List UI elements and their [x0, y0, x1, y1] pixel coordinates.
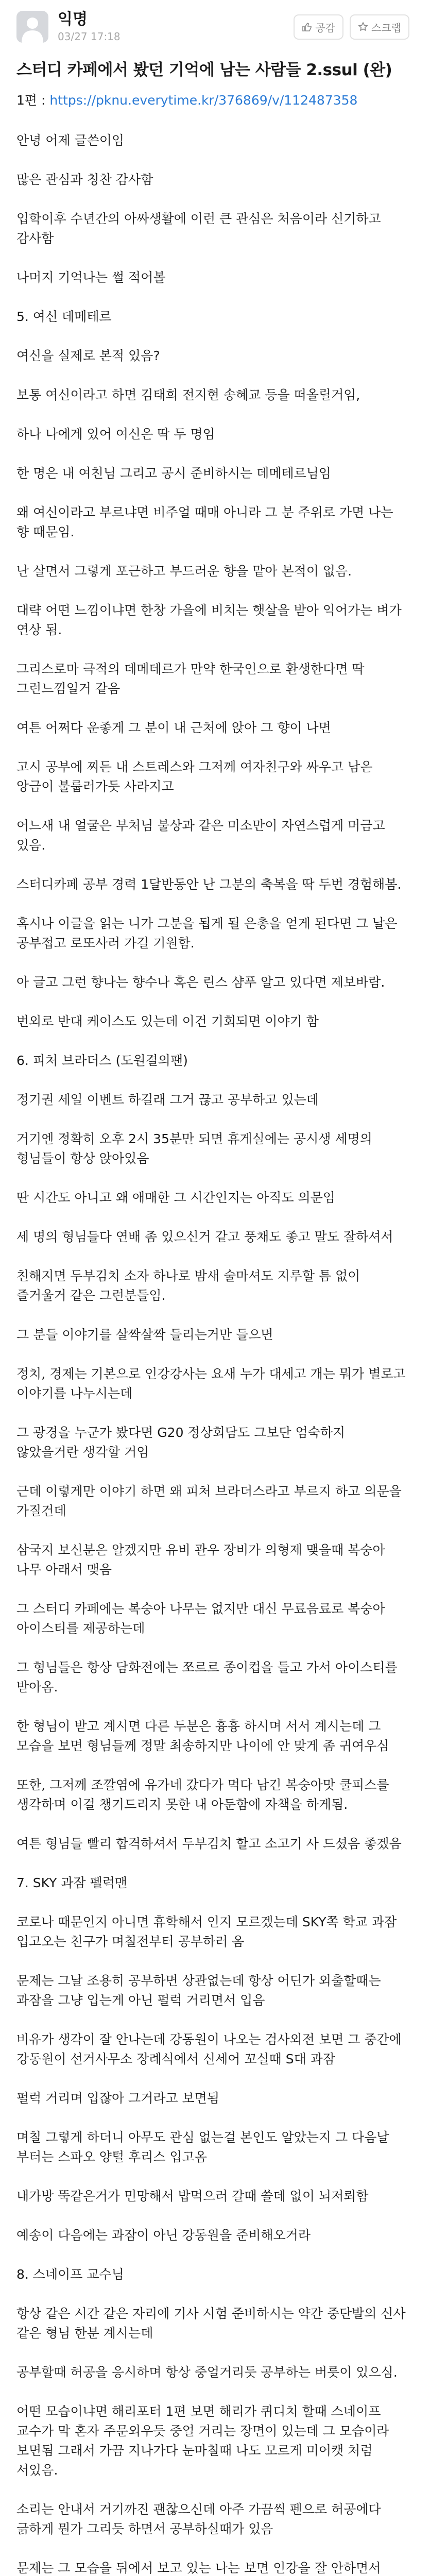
post-paragraph: 예송이 다음에는 과잠이 아닌 강동원을 준비해오거라 [16, 2228, 311, 2243]
scrap-button[interactable] [350, 14, 409, 40]
post-paragraph: 6. 피처 브라더스 (도원결의팬) [16, 1053, 188, 1068]
post-paragraph: 항상 같은 시간 같은 자리에 기사 시험 준비하시는 약간 중단발의 신사 같은 형님 한분 계시는데 [16, 2306, 410, 2341]
avatar [16, 11, 48, 43]
post-paragraph: 여튼 어쩌다 운좋게 그 분이 내 근처에 앉아 그 향이 나면 [16, 720, 331, 735]
post-body [16, 91, 409, 2576]
post-paragraph: 많은 관심과 칭찬 감사함 [16, 172, 153, 187]
post-paragraph: 여신을 실제로 본적 있음? [16, 348, 160, 363]
post-paragraph: 보통 여신이라고 하면 김태희 전지현 송혜교 등을 떠올릴거임, [16, 387, 360, 402]
post-paragraph: 딴 시간도 아니고 왜 애매한 그 시간인지는 아직도 의문임 [16, 1190, 336, 1205]
author-info [58, 10, 294, 43]
post-paragraph: 왜 여신이라고 부르냐면 비주얼 때매 아니라 그 분 주위로 가면 나는 향 때문임. [16, 505, 398, 539]
post-paragraph: 번외로 반대 케이스도 있는데 이건 기회되면 이야기 함 [16, 1014, 319, 1029]
post-paragraph: 세 명의 형님들다 연배 좀 있으신거 같고 풍채도 좋고 말도 잘하셔서 [16, 1229, 393, 1244]
post-paragraph: 나머지 기억나는 썰 적어볼 [16, 270, 166, 285]
post-paragraph: 문제는 그날 조용히 공부하면 상관없는데 항상 어딘가 외출할때는 과잠을 그냥 입는게 아닌 펄럭 거리면서 입음 [16, 1973, 385, 2008]
post-paragraph: 고시 공부에 찌든 내 스트레스와 그저께 여자친구와 싸우고 남은 앙금이 불룹러가듯 사라지고 [16, 759, 377, 794]
post-paragraph: 대략 어떤 느낌이냐면 한창 가을에 비치는 햇살을 받아 익어가는 벼가 연상 됨. [16, 603, 406, 637]
post-paragraph: 그 형님들은 항상 담화전에는 쪼르르 종이컵을 들고 가서 아이스티를 받아옴. [16, 1660, 402, 1694]
post-paragraph: 며칠 그렇게 하더니 아무도 관심 없는걸 본인도 알았는지 그 다음날 부터는 스파오 양털 후리스 입고옴 [16, 2130, 393, 2164]
post-paragraph: 정치, 경제는 기본으로 인강강사는 요새 누가 대세고 개는 뭐가 별로고 이야기를 나누시는데 [16, 1366, 410, 1401]
post-paragraph: 내가방 뚝같은거가 민망해서 밥먹으러 갈때 쓸데 없이 뇌저뢰함 [16, 2189, 369, 2204]
thumbs-up-icon [302, 22, 312, 32]
author-name: 익명 [58, 10, 88, 28]
post-paragraph: 공부할때 허공을 응시하며 항상 중얼거리듯 공부하는 버릇이 있으심. [16, 2365, 398, 2380]
star-icon [358, 22, 368, 32]
post-date: 03/27 17:18 [58, 30, 121, 43]
post-paragraph: 어떤 모습이냐면 해리포터 1편 보면 해리가 퀴디치 할때 스네이프 교수가 막 혼자 주문외우듯 중얼 거리는 장면이 있는데 그 모습이라 보면됨 그래서 가끔 지나가다 눈마칠때 나도 모르게 미어캣 처럼 서있음. [16, 2404, 393, 2478]
post-paragraph: 삼국지 보신분은 알겠지만 유비 관우 장비가 의형제 맺을때 복숭아 나무 아래서 맺음 [16, 1543, 389, 1577]
previous-part-link[interactable]: https://pknu.everytime.kr/376869/v/112487358 [49, 93, 358, 108]
like-button[interactable] [294, 14, 343, 40]
post-paragraph: 펄럭 거리며 입잖아 그거라고 보면됨 [16, 2091, 220, 2106]
post-paragraph: 그 분들 이야기를 살짝살짝 들리는거만 들으면 [16, 1327, 273, 1342]
scrap-button-label: 스크랩 [371, 21, 401, 34]
post-paragraph: 코로나 때문인지 아니면 휴학해서 인지 모르겠는데 SKY쪽 학교 과잠 입고오는 친구가 며칠전부터 공부하러 옴 [16, 1914, 401, 1949]
post-paragraph: 한 명은 내 여친님 그리고 공시 준비하시는 데메테르님임 [16, 466, 332, 481]
post-paragraph: 소리는 안내서 거기까진 괜찮으신데 아주 가끔씩 펜으로 허공에다 긁하게 뭔가 그리듯 하면서 공부하실때가 있음 [16, 2502, 385, 2536]
post-paragraph: 문제는 그 모습을 뒤에서 보고 있는 나는 보면 인강을 잘 안하면서 [16, 2561, 381, 2575]
post-paragraph: 그 광경을 누군가 봤다면 G20 정상회담도 그보단 엄숙하지 않았을거란 생각할 거임 [16, 1425, 350, 1460]
post-paragraph: 7. SKY 과잠 펠럭맨 [16, 1875, 128, 1890]
post-paragraph: 그 스터디 카페에는 복숭아 나무는 없지만 대신 무료음료로 복숭아 아이스티를 제공하는데 [16, 1601, 389, 1636]
post-header [16, 0, 409, 46]
post-paragraph: 한 형님이 받고 계시면 다른 두분은 흉흉 하시며 서서 계시는데 그 모습을 보면 형님들께 정말 최송하지만 나이에 안 맞게 좀 귀여우심 [16, 1719, 389, 1753]
post-paragraph: 안녕 어제 글쓴이임 [16, 133, 125, 148]
post-paragraph: 정기권 세일 이벤트 하길래 그거 끊고 공부하고 있는데 [16, 1092, 319, 1107]
post-paragraph: 혹시나 이글을 읽는 니가 그분을 됩게 될 은총을 얻게 된다면 그 날은 공부접고 로또사러 가길 기원함. [16, 916, 402, 951]
post-paragraph: 거기엔 정확히 오후 2시 35분만 되면 휴게실에는 공시생 세명의 형님들이 항상 앉아있음 [16, 1131, 376, 1166]
link-prefix: 1편 : [16, 93, 50, 108]
post-paragraph: 난 살면서 그렇게 포근하고 부드러운 향을 맡아 본적이 없음. [16, 564, 352, 579]
post-paragraph: 8. 스네이프 교수님 [16, 2267, 124, 2282]
post-title: 스터디 카페에서 봤던 기억에 남는 사람들 2.ssul (완) [16, 61, 392, 79]
post-paragraph: 5. 여신 데메테르 [16, 309, 112, 324]
post-paragraph: 또한, 그저께 조깔염에 유가네 갔다가 먹다 남긴 복숭아맛 쿨피스를 생각하며 이걸 챙기드리지 못한 내 아둔함에 자책을 하게됨. [16, 1777, 393, 1812]
post-paragraph: 비유가 생각이 잘 안나는데 강동원이 나오는 검사외전 보면 그 중간에 강동원이 선거사무소 장례식에서 신세어 꼬실때 S대 과잠 [16, 2032, 406, 2066]
post-paragraph: 하나 나에게 있어 여신은 딱 두 명임 [16, 427, 215, 442]
post-paragraph: 친해지면 두부김치 소자 하나로 밤새 술마셔도 지루할 틈 없이 즐거울거 같은 그런분들임. [16, 1268, 365, 1303]
post-paragraph: 그리스로마 극적의 데메테르가 만약 한국인으로 환생한다면 딱 그런느낌일거 같음 [16, 662, 369, 696]
post-paragraph: 어느새 내 얼굴은 부처님 불상과 같은 미소만이 자연스럽게 머금고 있음. [16, 818, 389, 853]
post-paragraph: 스터디카페 공부 경력 1달반동안 난 그분의 축복을 딱 두번 경험해봄. [16, 877, 402, 892]
default-avatar-icon [16, 11, 48, 43]
post-paragraph: 아 글고 그런 향나는 향수나 혹은 린스 샴푸 알고 있다면 제보바람. [16, 975, 385, 990]
post-paragraph: 근데 이렇게만 이야기 하면 왜 피처 브라더스라고 부르지 하고 의문을 가질건데 [16, 1484, 406, 1518]
post-paragraph: 여튼 형님들 빨리 합격하셔서 두부김치 할고 소고기 사 드셨음 좋겠음 [16, 1836, 402, 1851]
post-paragraph: 입학이후 수년간의 아싸생활에 이런 큰 관심은 처음이라 신기하고 감사함 [16, 211, 385, 246]
like-button-label: 공감 [315, 21, 336, 34]
post-actions [294, 14, 409, 40]
previous-part-line [16, 91, 409, 110]
